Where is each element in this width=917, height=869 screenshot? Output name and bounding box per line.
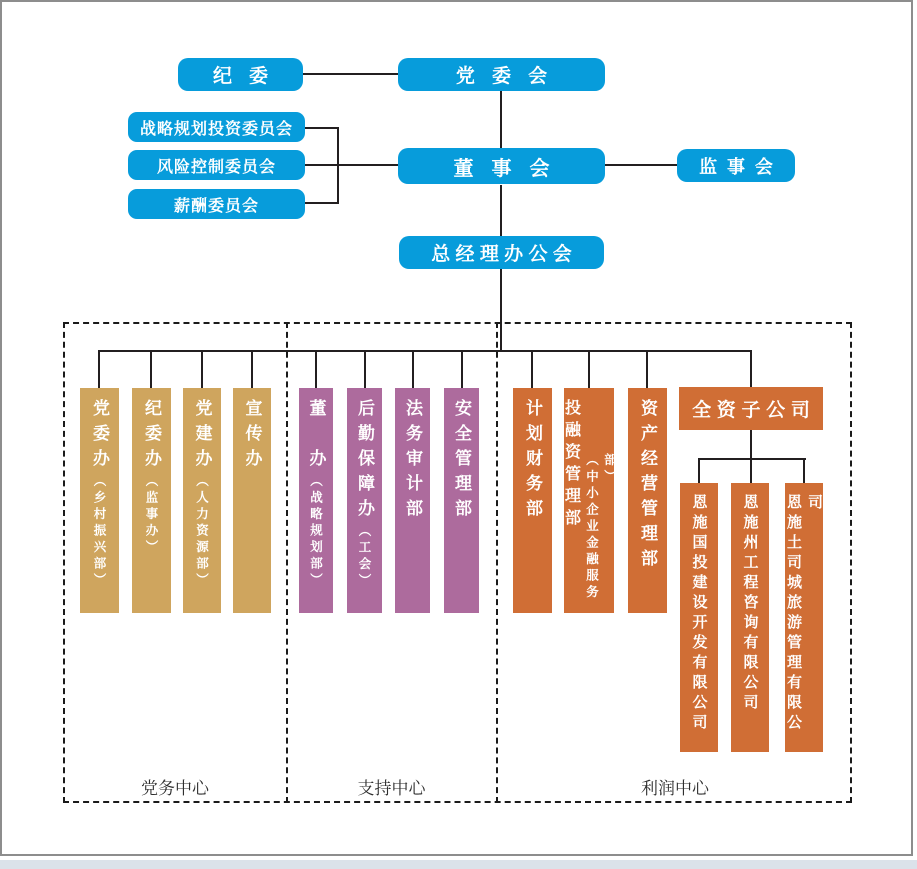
company-name: 恩施州工程咨询有限公司	[741, 494, 759, 714]
dept-bar-planning-finance	[513, 388, 552, 613]
dept-bar-legal-audit	[395, 388, 430, 613]
node-label: 全资子公司	[692, 400, 816, 421]
company-bar-tusicheng-tourism	[785, 483, 823, 752]
center-label-support: 支持中心	[357, 779, 426, 798]
dept-name: 宣传办	[242, 399, 262, 474]
compensation-committee-node	[128, 189, 305, 219]
dept-bar-asset-management	[628, 388, 667, 613]
company-bar-enshi-guotou	[680, 483, 718, 752]
dept-subname: （工会）	[357, 524, 371, 590]
dept-bar-board-office	[299, 388, 333, 613]
dept-subname: （人力资源部）	[194, 474, 209, 590]
page-edge-strip	[0, 860, 917, 869]
dept-name: 安全管理部	[452, 399, 471, 524]
dept-bar-discipline-office	[132, 388, 171, 613]
connector-line	[303, 73, 398, 75]
connector-line	[305, 127, 339, 129]
node-label: 监事会	[699, 156, 783, 177]
zone-divider	[496, 322, 498, 803]
node-label: 总经理办公会	[431, 244, 578, 265]
company-bar-enshi-engineering	[731, 483, 769, 752]
supervisory-board-node	[677, 149, 795, 182]
company-name: 恩施国投建设开发有限公司	[690, 494, 708, 734]
center-label-party: 党务中心	[141, 779, 209, 798]
node-label: 纪委	[212, 66, 286, 87]
dept-subname: （中小企业金融服务部）	[584, 453, 617, 602]
dept-bar-publicity-office	[233, 388, 271, 613]
dept-bar-logistics-office	[347, 388, 382, 613]
dept-subname: （监事办）	[144, 474, 158, 557]
connector-line	[305, 202, 339, 204]
dept-name: 计划财务部	[523, 399, 542, 524]
risk-control-committee-node	[128, 150, 305, 180]
subsidiaries-parent-node	[679, 387, 823, 430]
node-label: 党委会	[455, 66, 565, 87]
gm-office-meeting-node	[399, 236, 604, 269]
node-label: 战略规划投资委员会	[139, 120, 293, 138]
dept-name: 资产经营管理部	[638, 399, 657, 574]
strategy-investment-committee-node	[128, 112, 305, 142]
dept-name: 法务审计部	[403, 399, 422, 524]
dept-bar-safety-management	[444, 388, 479, 613]
dept-name: 后勤保障办	[355, 399, 374, 524]
node-label: 董事会	[453, 157, 568, 180]
dept-bar-party-building-office	[183, 388, 221, 613]
dept-bar-party-committee-office	[80, 388, 119, 613]
dept-name: 投融资管理部	[562, 399, 580, 531]
dept-name: 党委办	[90, 399, 109, 474]
dept-subname: （乡村振兴部）	[92, 474, 106, 590]
connector-line	[500, 185, 502, 236]
connector-line	[500, 91, 502, 148]
dept-bar-investment-financing	[562, 388, 617, 613]
node-label: 薪酬委员会	[173, 197, 259, 215]
party-committee-node	[398, 58, 605, 91]
dept-subname: （战略规划部）	[308, 474, 323, 590]
dept-name: 董 办	[306, 399, 326, 474]
dept-name: 党建办	[192, 399, 212, 474]
board-of-directors-node	[398, 148, 605, 184]
company-name: 恩施土司城旅游管理有限公司	[785, 494, 823, 734]
connector-line	[305, 164, 398, 166]
dept-name: 纪委办	[142, 399, 161, 474]
connector-line	[605, 164, 677, 166]
discipline-committee-node	[178, 58, 303, 91]
node-label: 风险控制委员会	[156, 158, 276, 176]
zone-divider	[286, 322, 288, 803]
center-label-profit: 利润中心	[641, 779, 709, 798]
